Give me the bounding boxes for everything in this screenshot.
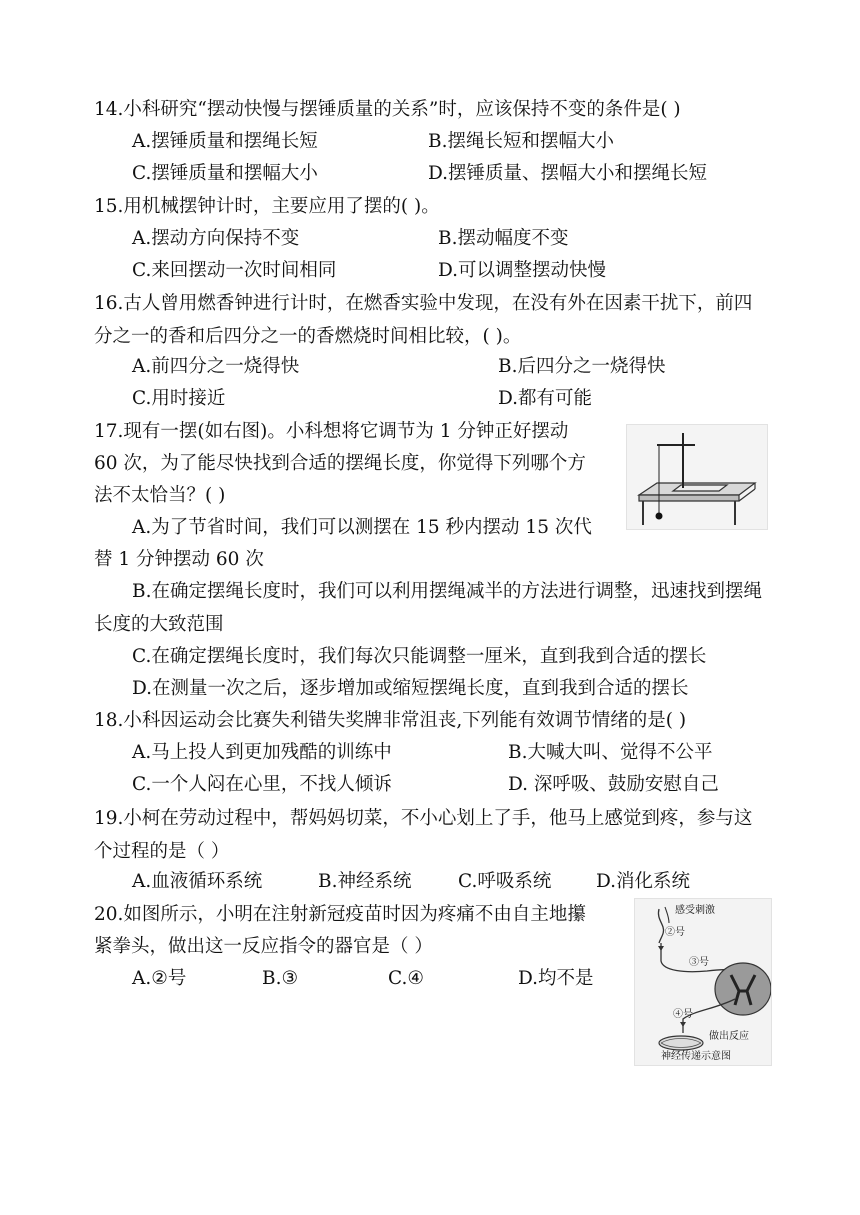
nerve-label-3: ③号 (689, 957, 709, 968)
q19-option-d: D.消化系统 (596, 871, 691, 892)
pendulum-figure (626, 424, 768, 530)
nerve-figure (634, 898, 772, 1066)
q15-option-c: C.来回摆动一次时间相同 (132, 260, 337, 281)
q15-option-a: A.摆动方向保持不变 (132, 228, 300, 249)
q20-option-c: C.④ (388, 968, 424, 989)
q17-option-b: B.在确定摆绳长度时，我们可以利用摆绳减半的方法进行调整，迅速找到摆绳长度的大致范围 (94, 581, 762, 635)
q14-stem: 14.小科研究“摆动快慢与摆锤质量的关系”时，应该保持不变的条件是( ) (94, 99, 681, 120)
q15-stem: 15.用机械摆钟计时，主要应用了摆的( )。 (94, 196, 440, 217)
q20-option-d: D.均不是 (518, 968, 594, 989)
q19-option-a: A.血液循环系统 (132, 871, 263, 892)
q18-option-b: B.大喊大叫、觉得不公平 (508, 742, 713, 763)
q16-option-a: A.前四分之一烧得快 (132, 356, 300, 377)
nerve-label-stimulus: 感受刺激 (675, 905, 715, 916)
nerve-label-4: ④号 (673, 1009, 693, 1020)
q19-option-c: C.呼吸系统 (458, 871, 552, 892)
q14-option-d: D.摆锤质量、摆幅大小和摆绳长短 (428, 163, 708, 184)
q18-option-a: A.马上投人到更加残酷的训练中 (132, 742, 392, 763)
q15-option-d: D.可以调整摆动快慢 (438, 260, 607, 281)
q16-option-d: D.都有可能 (498, 388, 593, 409)
q17-option-a-line1: A.为了节省时间，我们可以测摆在 15 秒内摆动 15 次代 (132, 517, 592, 538)
q17-stem-line1: 17.现有一摆(如右图)。小科想将它调节为 1 分钟正好摆动 (94, 421, 569, 442)
q20-stem-line2: 紧拳头，做出这一反应指令的器官是（ ） (94, 936, 433, 957)
q14-option-a: A.摆锤质量和摆绳长短 (132, 131, 318, 152)
q16-stem: 16.古人曾用燃香钟进行计时，在燃香实验中发现，在没有外在因素干扰下，前四分之一的香和后四分之一的香燃烧时间相比较，( )。 (94, 293, 753, 347)
nerve-label-2: ②号 (665, 927, 685, 938)
q20-option-b: B.③ (262, 968, 299, 989)
q20-stem-line1: 20.如图所示，小明在注射新冠疫苗时因为疼痛不由自主地攥 (94, 904, 586, 925)
q14-option-b: B.摆绳长短和摆幅大小 (428, 131, 614, 152)
q20-option-a: A.②号 (132, 968, 187, 989)
q16-option-c: C.用时接近 (132, 388, 226, 409)
nerve-caption: 神经传递示意图 (661, 1051, 731, 1062)
q18-option-d: D. 深呼吸、鼓励安慰自己 (508, 774, 719, 795)
q17-stem-line3: 法不太恰当？( ) (94, 485, 226, 506)
q17-option-a-line2: 替 1 分钟摆动 60 次 (94, 549, 264, 570)
q17-option-d: D.在测量一次之后，逐步增加或缩短摆绳长度，直到我到合适的摆长 (132, 678, 689, 699)
pendulum-drawing (627, 425, 767, 529)
q19-stem: 19.小柯在劳动过程中，帮妈妈切菜，不小心划上了手，他马上感觉到疼，参与这个过程的是（ ） (94, 808, 753, 862)
q17-stem-line2: 60 次，为了能尽快找到合适的摆绳长度，你觉得下列哪个方 (94, 453, 586, 474)
q15-option-b: B.摆动幅度不变 (438, 228, 569, 249)
nerve-label-response: 做出反应 (709, 1031, 749, 1042)
nerve-drawing (635, 899, 771, 1065)
q18-stem: 18.小科因运动会比赛失利错失奖牌非常沮丧,下列能有效调节情绪的是( ) (94, 710, 687, 731)
q19-option-b: B.神经系统 (318, 871, 412, 892)
q16-option-b: B.后四分之一烧得快 (498, 356, 666, 377)
q14-option-c: C.摆锤质量和摆幅大小 (132, 163, 318, 184)
q17-option-c: C.在确定摆绳长度时，我们每次只能调整一厘米，直到我到合适的摆长 (132, 646, 707, 667)
q18-option-c: C.一个人闷在心里，不找人倾诉 (132, 774, 392, 795)
